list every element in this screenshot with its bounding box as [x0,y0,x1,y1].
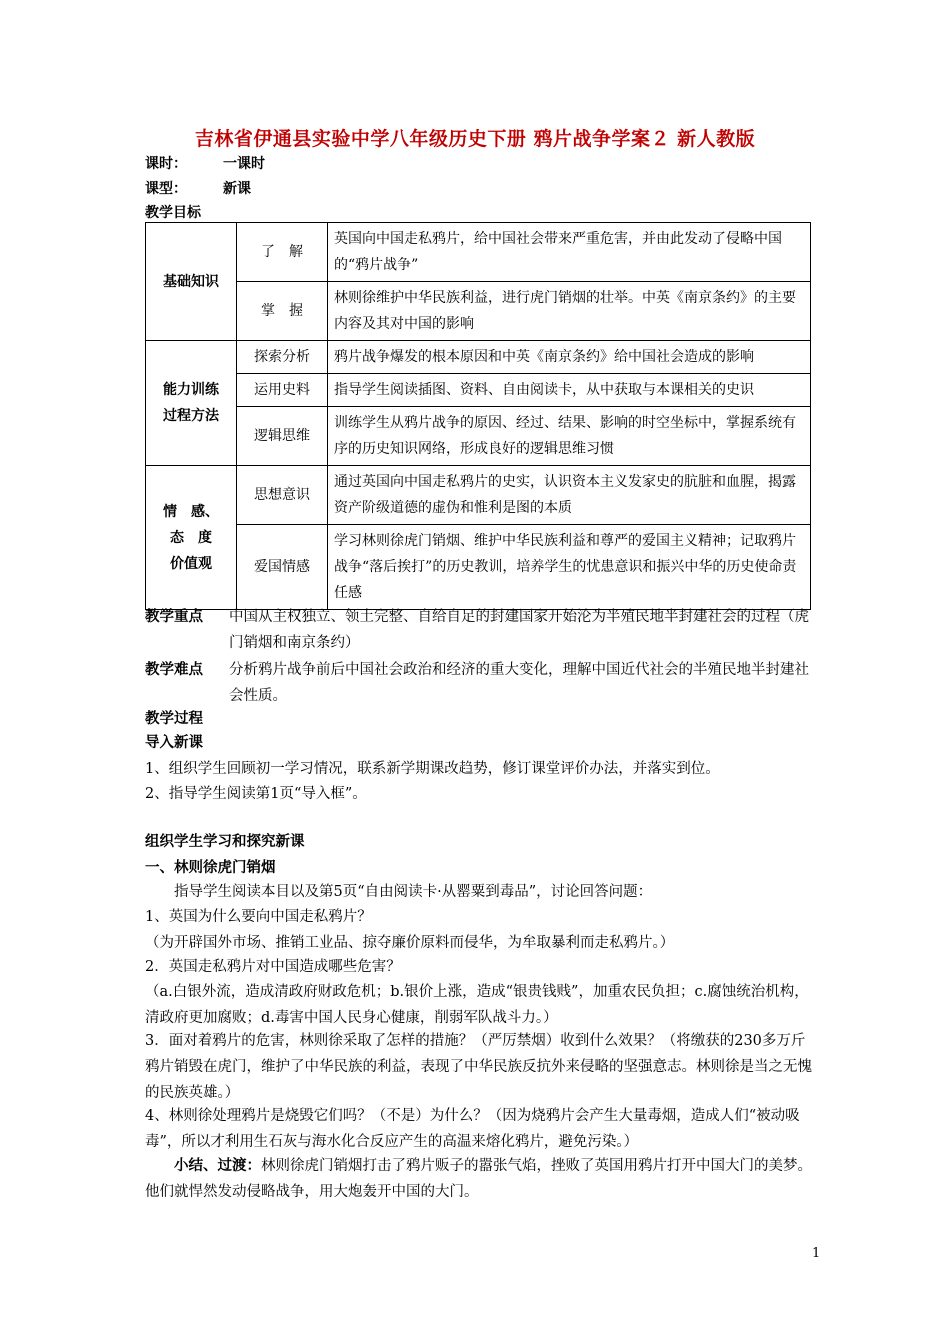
class-hours-label: 课时： [145,156,187,172]
document-title: 吉林省伊通县实验中学八年级历史下册 鸦片战争学案２ 新人教版 [194,128,756,150]
objective-text: 林则徐维护中华民族利益，进行虎门销烟的壮举。中英《南京条约》的主要内容及其对中国的影响 [328,282,811,341]
section1-heading: 一、林则徐虎门销烟 [145,859,276,876]
summary-label: 小结、过渡： [174,1157,261,1174]
objective-text: 通过英国向中国走私鸦片的史实，认识资本主义发家史的肮脏和血腥，揭露资产阶级道德的虚伪和惟利是图的本质 [328,466,811,525]
table-row [146,282,811,341]
section1-guide: 指导学生阅读本目以及第5页“自由阅读卡·从罂粟到毒品”，讨论回答问题： [174,884,653,900]
table-row [146,407,811,466]
class-type-label: 课型： [145,181,187,197]
intro-item-1: 1、组织学生回顾初一学习情况，联系新学期课改趋势，修订课堂评价办法，并落实到位。 [145,761,720,777]
difficulty-text: 分析鸦片战争前后中国社会政治和经济的重大变化，理解中国近代社会的半殖民地半封建社会性质。 [229,662,809,704]
objective-text: 学习林则徐虎门销烟、维护中华民族利益和尊严的爱国主义精神；记取鸦片战争“落后挨打”的历史教训，培养学生的忧患意识和振兴中华的历史使命责任感 [328,525,811,610]
category-basic: 基础知识 [146,223,237,341]
table-row [146,525,811,610]
key-point-block [145,604,815,651]
category-emotion-line2: 态 度 [170,529,212,546]
question-4: 4、林则徐处理鸦片是烧毁它们吗？（不是）为什么？（因为烧鸦片会产生大量毒烟，造成人们“被动吸毒”，所以才利用生石灰与海水化合反应产生的高温来熔化鸦片，避免污染。） [145,1108,800,1150]
new-lesson-heading: 组织学生学习和探究新课 [145,833,305,850]
table-row [146,374,811,407]
process-heading: 教学过程 [145,710,203,727]
class-type-line [145,178,251,198]
intro-item-2: 2、指导学生阅读第1页“导入框”。 [145,786,367,802]
question-1: 1、英国为什么要向中国走私鸦片？ [145,909,372,925]
question-2: 2．英国走私鸦片对中国造成哪些危害？ [145,959,401,975]
sub-master: 掌 握 [237,282,328,341]
category-ability-line1: 能力训练 [163,382,219,398]
answer-2: （a.白银外流，造成清政府财政危机；b.银价上涨，造成“银贵钱贱”，加重农民负担；c.腐蚀统治机构，清政府更加腐败；d.毒害中国人民身心健康，削弱军队战斗力。） [145,984,809,1026]
objectives-table [145,222,811,610]
summary-paragraph [145,1153,815,1205]
category-ability-line2: 过程方法 [163,408,219,424]
sub-sources: 运用史料 [237,374,328,407]
category-emotion-line1: 情 感、 [163,503,219,520]
objectives-label: 教学目标 [145,205,201,221]
objective-text: 指导学生阅读插图、资料、自由阅读卡，从中获取与本课相关的史识 [328,374,811,407]
objective-text: 鸦片战争爆发的根本原因和中英《南京条约》给中国社会造成的影响 [328,341,811,374]
key-point-label: 教学重点 [145,608,203,625]
table-row [146,341,811,374]
class-hours-value: 一课时 [223,156,265,172]
key-point-text: 中国从主权独立、领土完整、自给自足的封建国家开始沦为半殖民地半封建社会的过程（虎门销烟和南京条约） [229,609,809,651]
category-ability [146,341,237,466]
answer-1: （为开辟国外市场、推销工业品、掠夺廉价原料而侵华，为牟取暴利而走私鸦片。） [145,935,675,951]
table-row [146,223,811,282]
class-hours-line [145,153,265,173]
sub-patriotism: 爱国情感 [237,525,328,610]
class-type-value: 新课 [223,181,251,197]
sub-logic: 逻辑思维 [237,407,328,466]
objective-text: 训练学生从鸦片战争的原因、经过、结果、影响的时空坐标中，掌握系统有序的历史知识网络，形成良好的逻辑思维习惯 [328,407,811,466]
difficulty-block [145,657,815,704]
question-3: 3．面对着鸦片的危害，林则徐采取了怎样的措施？（严厉禁烟）收到什么效果？（将缴获的230多万斤鸦片销毁在虎门，维护了中华民族的利益，表现了中华民族反抗外来侵略的坚强意志。林则徐是当之无愧的民族英雄。） [145,1033,812,1101]
sub-explore: 探索分析 [237,341,328,374]
category-emotion [146,466,237,610]
page-number: 1 [812,1246,821,1261]
category-emotion-line3: 价值观 [170,555,212,572]
table-row [146,466,811,525]
objective-text: 英国向中国走私鸦片，给中国社会带来严重危害，并由此发动了侵略中国的“鸦片战争” [328,223,811,282]
sub-ideology: 思想意识 [237,466,328,525]
summary-text: 林则徐虎门销烟打击了鸦片贩子的嚣张气焰，挫败了英国用鸦片打开中国大门的美梦。他们就悍然发动侵略战争，用大炮轰开中国的大门。 [145,1158,812,1200]
sub-understand: 了 解 [237,223,328,282]
intro-heading: 导入新课 [145,734,203,751]
difficulty-label: 教学难点 [145,661,203,678]
